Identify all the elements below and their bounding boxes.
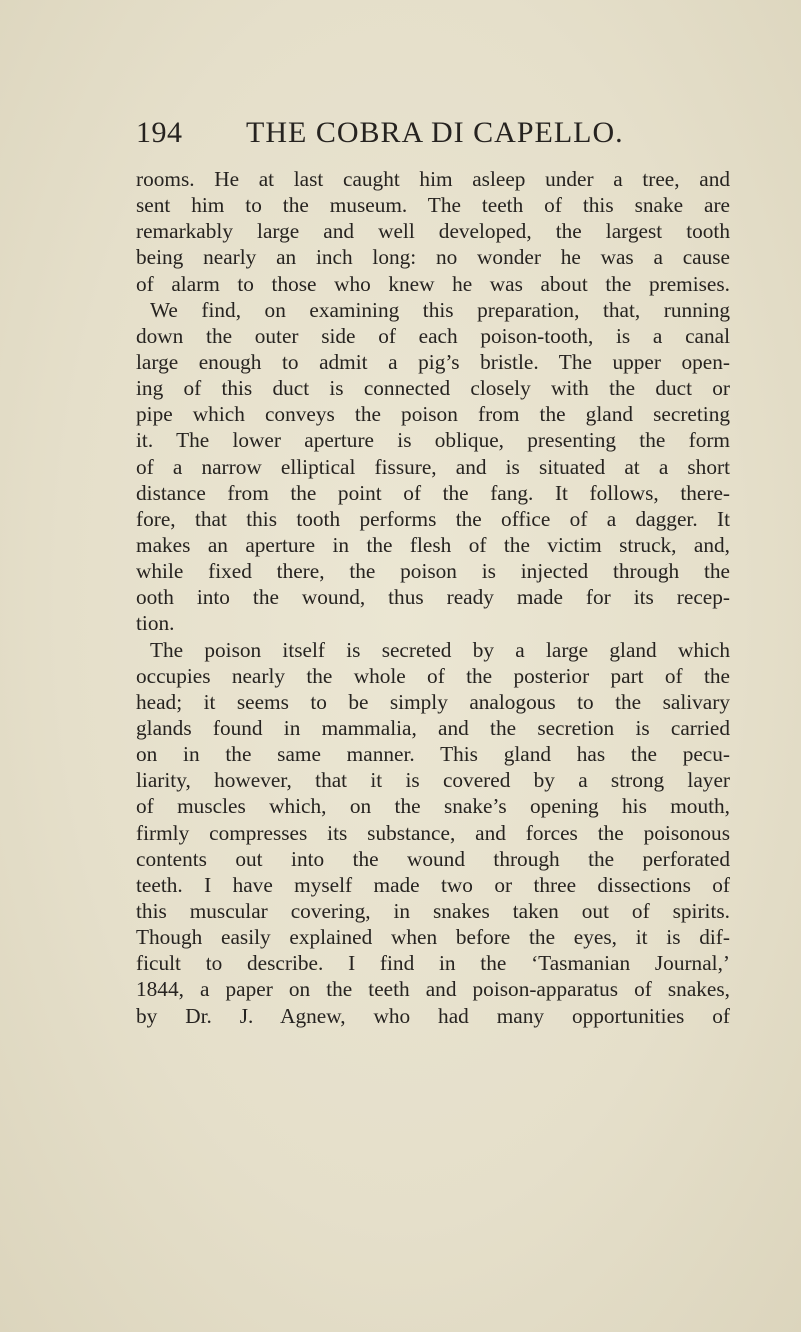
text-line: of muscles which, on the snake’s opening his mouth, [136,794,730,819]
text-line: pipe which conveys the poison from the gland secreting [136,402,730,427]
text-line: contents out into the wound through the perforated [136,846,730,871]
text-line: of a narrow elliptical fissure, and is situated at a short [136,454,730,479]
text-line: down the outer side of each poison-tooth, is a canal [136,323,730,348]
page-number: 194 [136,116,183,149]
text-line: this muscular covering, in snakes taken out of spirits. [136,898,730,923]
text-line: tion. [136,611,175,636]
text-line: being nearly an inch long: no wonder he was a cause [136,245,730,270]
text-line: makes an aperture in the flesh of the victim struck, and, [136,532,730,557]
text-line: glands found in mammalia, and the secretion is carried [136,715,730,740]
text-line: distance from the point of the fang. It follows, there- [136,480,730,505]
text-line: occupies nearly the whole of the posterior part of the [136,663,730,688]
running-title: THE COBRA DI CAPELLO. [246,116,624,149]
text-line: firmly compresses its substance, and forces the poisonous [136,820,730,845]
text-line: ficult to describe. I find in the ‘Tasmanian Journal,’ [136,951,730,976]
text-line: large enough to admit a pig’s bristle. The upper open- [136,349,730,374]
text-line: head; it seems to be simply analogous to the salivary [136,689,730,714]
text-line: rooms. He at last caught him asleep under a tree, and [136,167,730,191]
text-line: Though easily explained when before the eyes, it is dif- [136,925,730,950]
body-text [136,166,730,1029]
text-line: liarity, however, that it is covered by a strong layer [136,768,730,793]
running-head [136,116,726,156]
text-line: while fixed there, the poison is injected through the [136,559,730,584]
text-line: 1844, a paper on the teeth and poison-apparatus of snakes, [136,977,730,1002]
text-line: by Dr. J. Agnew, who had many opportunities of [136,1003,730,1028]
text-line: teeth. I have myself made two or three dissections of [136,872,730,897]
text-line: it. The lower aperture is oblique, presenting the form [136,428,730,453]
text-line: ooth into the wound, thus ready made for its recep- [136,585,730,610]
text-line: remarkably large and well developed, the largest tooth [136,219,730,244]
text-line: of alarm to those who knew he was about the premises. [136,271,730,296]
text-line: sent him to the museum. The teeth of this snake are [136,193,730,218]
text-line: fore, that this tooth performs the office of a dagger. It [136,506,730,531]
text-line: on in the same manner. This gland has the pecu- [136,742,730,767]
text-line: The poison itself is secreted by a large gland which [150,637,730,662]
text-line: We find, on examining this preparation, that, running [150,297,730,322]
text-line: ing of this duct is connected closely with the duct or [136,376,730,401]
